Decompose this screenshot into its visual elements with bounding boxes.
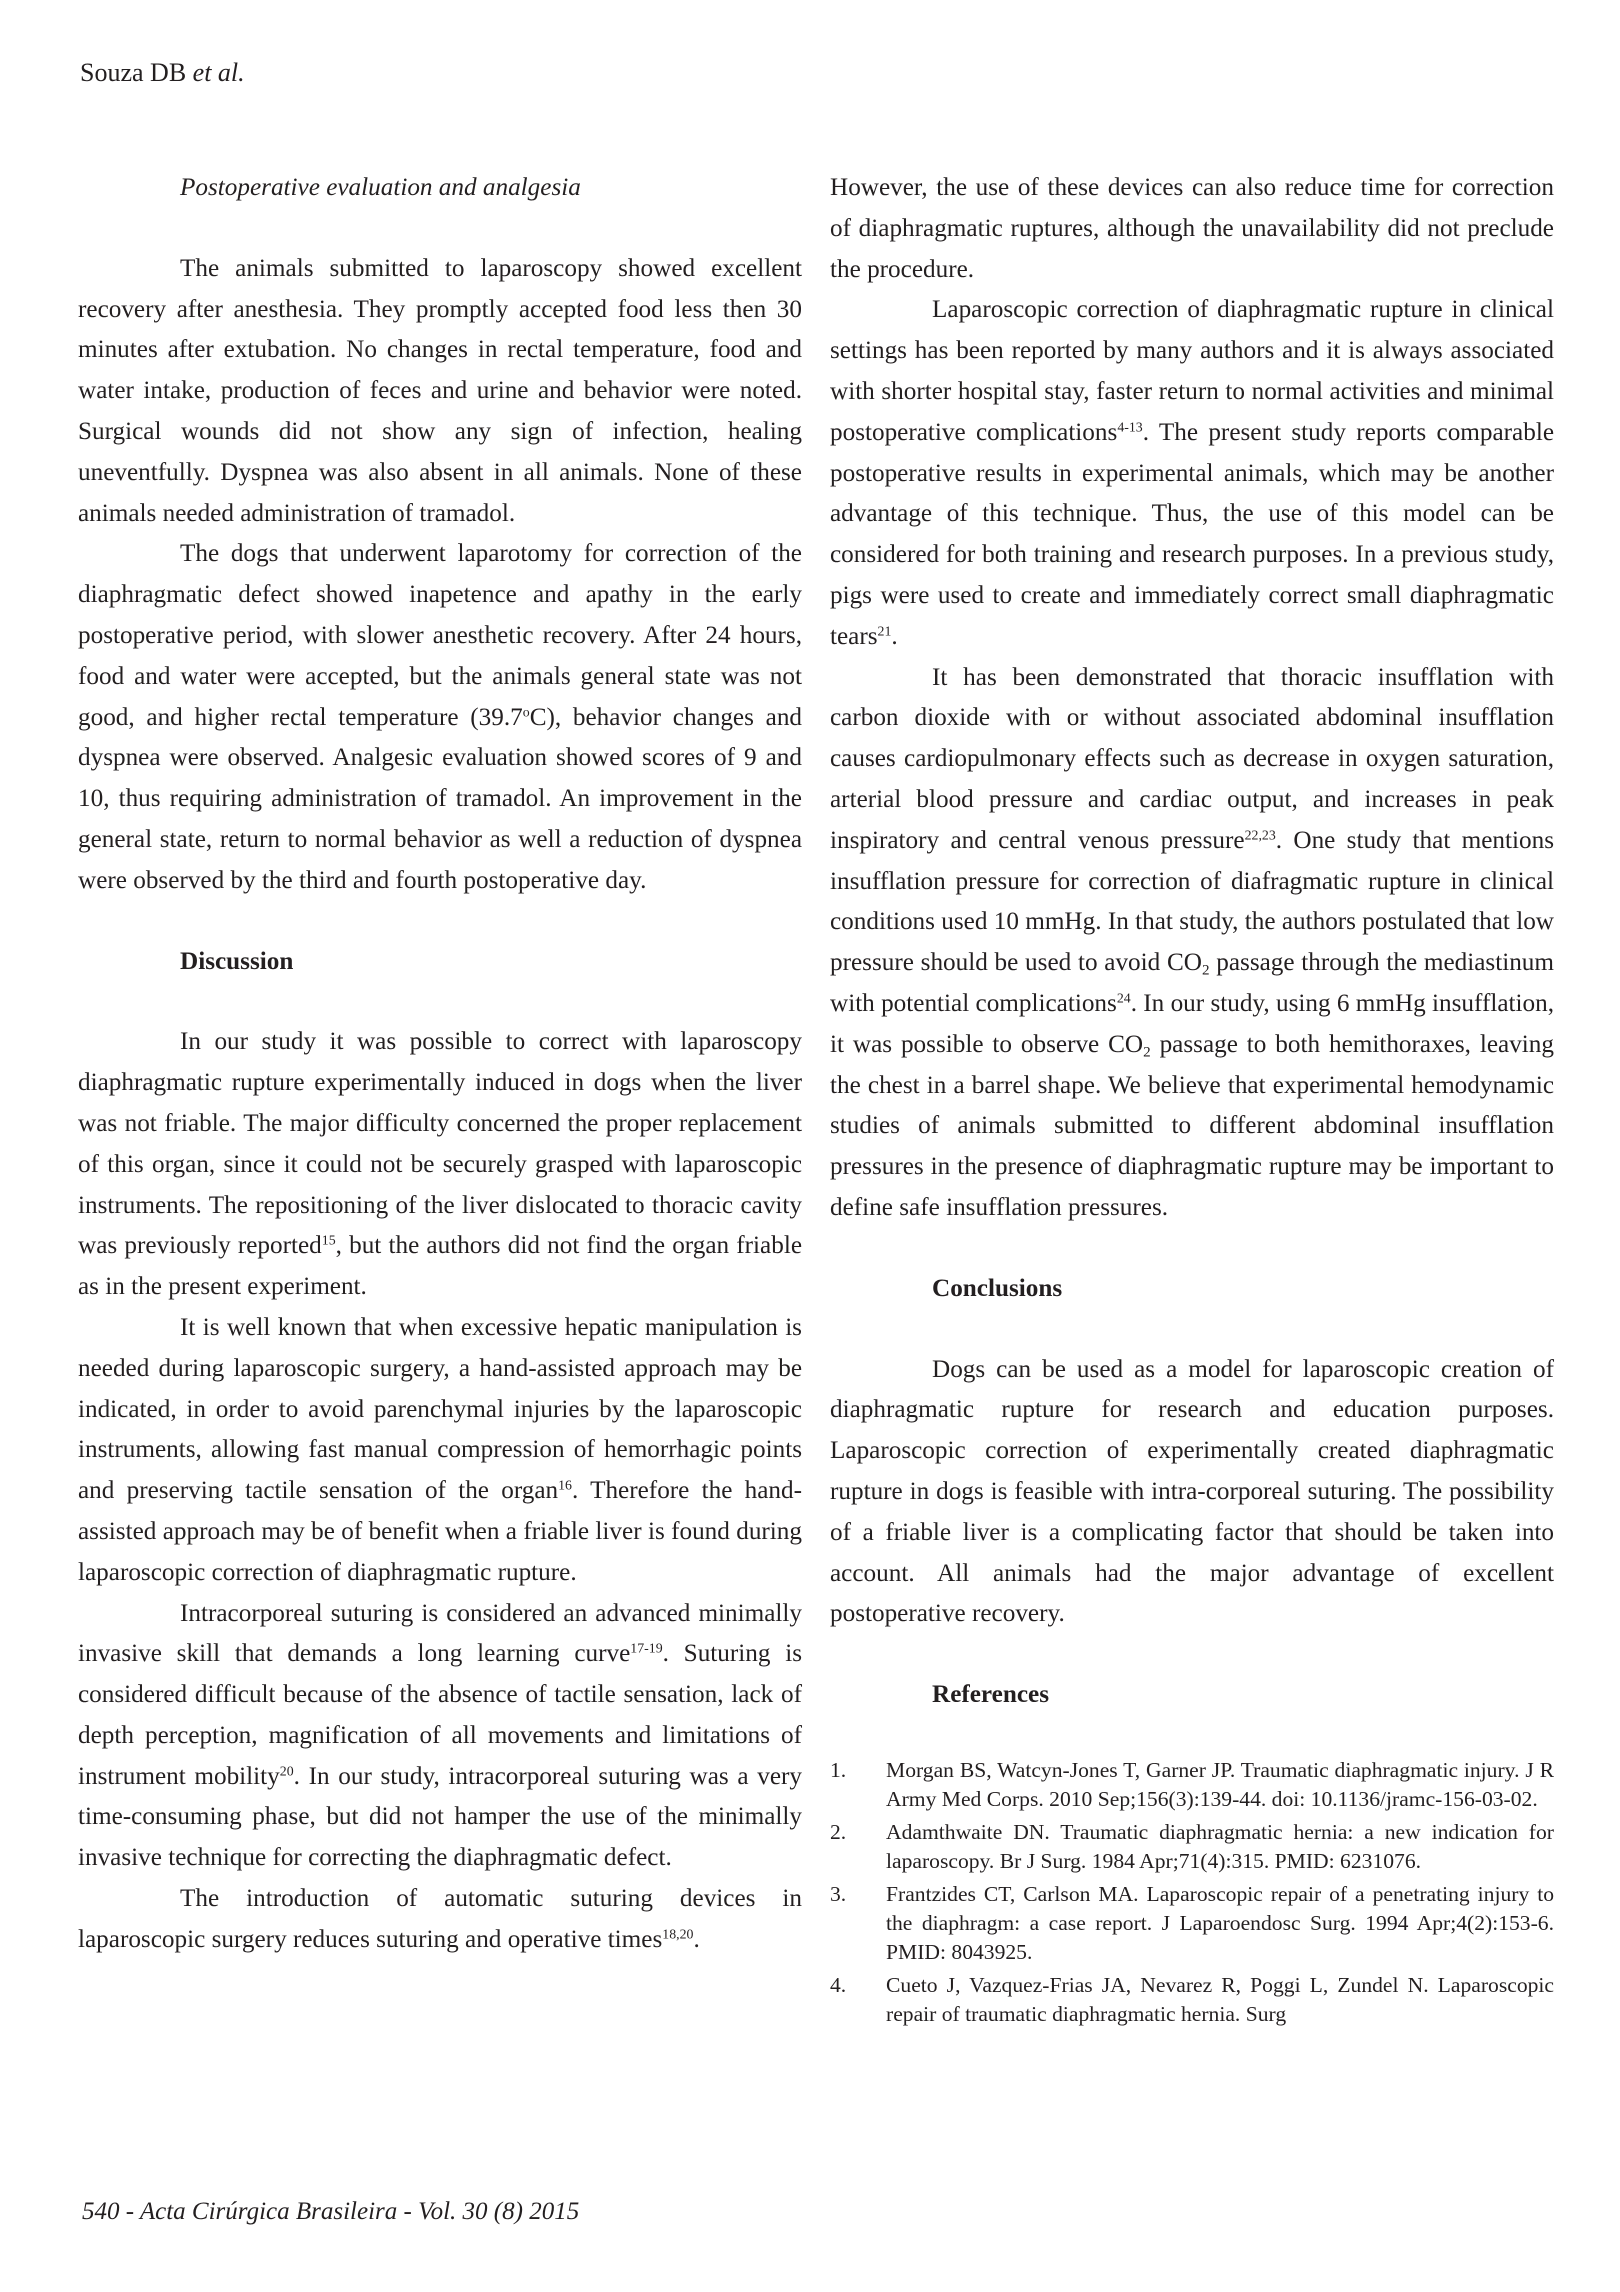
paragraph-discussion-5: However, the use of these devices can also reduce time for correction of diaphragmatic ruptures, although the unavailability did not preclude the procedure.	[830, 174, 1554, 283]
citation: 24	[1116, 990, 1131, 1006]
subheading-postoperative: Postoperative evaluation and analgesia	[180, 174, 581, 201]
reference-item: 3. Frantzides CT, Carlson MA. Laparoscopic repair of a penetrating injury to the diaphragm: a case report. J Laparoendosc Surg. 1994 Apr;4(2):153-6. PMID: 8043925.	[830, 1881, 1554, 1965]
paragraph-discussion-4: The introduction of automatic suturing devices in laparoscopic surgery reduces suturing and operative times$^{18,20}$.	[78, 1885, 802, 1953]
citation: 15	[321, 1232, 336, 1248]
heading-references: References	[932, 1681, 1050, 1709]
citation: 20	[279, 1763, 294, 1779]
paragraph-discussion-1: In our study it was possible to correct with laparoscopy diaphragmatic rupture experimentally induced in dogs when the liver was not friable. The major difficulty concerned the proper replacement of this organ, since it could not be securely grasped with laparoscopic instruments. The repositioning of the liver dislocated to thoracic cavity was previously reported$^{15}$, but the authors did not find the organ friable as in the present experiment.	[78, 1028, 802, 1301]
paragraph-discussion-2: It is well known that when excessive hepatic manipulation is needed during laparoscopic surgery, a hand-assisted approach may be indicated, in order to avoid parenchymal injuries by the laparoscopic instruments, allowing fast manual compression of hemorrhagic points and preserving tactile sensation of the organ$^{16}$. Therefore the hand-assisted approach may be of benefit when a friable liver is found during laparoscopic correction of diaphragmatic rupture.	[78, 1313, 802, 1586]
header-authors: Souza DB	[80, 58, 193, 87]
reference-item: 4. Cueto J, Vazquez-Frias JA, Nevarez R, Poggi L, Zundel N. Laparoscopic repair of traumatic diaphragmatic hernia. Surg	[830, 1972, 1554, 2027]
paragraph-discussion-3: Intracorporeal suturing is considered an advanced minimally invasive skill that demands a long learning curve$^{17-19}$. Suturing is considered difficult because of the absence of tactile sensation, lack of depth perception, magnification of all movements and limitations of instrument mobility$^{20}$. In our study, intracorporeal suturing was a very time-consuming phase, but did not hamper the use of the minimally invasive technique for correcting the diaphragmatic defect.	[78, 1599, 803, 1872]
citation: 22,23	[1244, 827, 1276, 843]
heading-discussion: Discussion	[180, 947, 294, 975]
paragraph-discussion-7: It has been demonstrated that thoracic insufflation with carbon dioxide with or without associated abdominal insufflation causes cardiopulmonary effects such as decrease in oxygen saturation, arterial blood pressure and cardiac output, and increases in peak inspiratory and central venous pressure$^{22,23}$. One study that mentions insufflation pressure for correction of diafragmatic rupture in clinical conditions used 10 mmHg. In that study, the authors postulated that low pressure should be used to avoid $CO_2$ passage through the mediastinum with potential complications$^{24}$. In our study, using 6 mmHg insufflation, it was possible to observe $CO_2$ passage to both hemithoraxes, leaving the chest in a barrel shape. We believe that experimental hemodynamic studies of animals submitted to different abdominal insufflation pressures in the presence of diaphragmatic rupture may be important to define safe insufflation pressures.	[830, 663, 1555, 1221]
running-header	[80, 58, 245, 88]
citation: 18,20	[662, 1926, 694, 1942]
left-column	[78, 168, 802, 1961]
page-footer: 540 - Acta Cirúrgica Brasileira - Vol. 30 (8) 2015	[82, 2198, 580, 2225]
paragraph-recovery-laparoscopy: The animals submitted to laparoscopy showed excellent recovery after anesthesia. They promptly accepted food less then 30 minutes after extubation. No changes in rectal temperature, food and water intake, production of feces and urine and behavior were noted. Surgical wounds did not show any sign of infection, healing uneventfully. Dyspnea was also absent in all animals. None of these animals needed administration of tramadol.	[78, 254, 802, 527]
citation: 17-19	[630, 1640, 663, 1656]
reference-item: 1. Morgan BS, Watcyn-Jones T, Garner JP. Traumatic diaphragmatic injury. J R Army Med Corps. 2010 Sep;156(3):139-44. doi: 10.1136/jramc-156-03-02.	[830, 1757, 1554, 1812]
paragraph-discussion-6: Laparoscopic correction of diaphragmatic rupture in clinical settings has been reported by many authors and it is always associated with shorter hospital stay, faster return to normal activities and minimal postoperative complications$^{4-13}$. The present study reports comparable postoperative results in experimental animals, which may be another advantage of this technique. Thus, the use of this model can be considered for both training and research purposes. In a previous study, pigs were used to create and immediately correct small diaphragmatic tears$^{21}$.	[830, 296, 1555, 650]
citation: 21	[877, 623, 892, 639]
paragraph-conclusions: Dogs can be used as a model for laparoscopic creation of diaphragmatic rupture for research and education purposes. Laparoscopic correction of experimentally created diaphragmatic rupture in dogs is feasible with intra-corporeal suturing. The possibility of a friable liver is a complicating factor that should be taken into account. All animals had the major advantage of excellent postoperative recovery.	[830, 1355, 1554, 1628]
header-etal: et al.	[192, 58, 245, 87]
reference-list	[830, 1756, 1554, 2030]
paragraph-recovery-laparotomy: The dogs that underwent laparotomy for correction of the diaphragmatic defect showed inapetence and apathy in the early postoperative period, with slower anesthetic recovery. After 24 hours, food and water were accepted, but the animals general state was not good, and higher rectal temperature (39.7$^o$C), behavior changes and dyspnea were observed. Analgesic evaluation showed scores of 9 and 10, thus requiring administration of tramadol. An improvement in the general state, return to normal behavior as well a reduction of dyspnea were observed by the third and fourth postoperative day.	[78, 540, 803, 894]
reference-item: 2. Adamthwaite DN. Traumatic diaphragmatic hernia: a new indication for laparoscopy. Br J Surg. 1984 Apr;71(4):315. PMID: 6231076.	[830, 1819, 1554, 1874]
citation: 4-13	[1117, 419, 1143, 435]
right-column	[830, 168, 1554, 2033]
heading-conclusions: Conclusions	[932, 1274, 1063, 1302]
citation: 16	[558, 1477, 572, 1493]
